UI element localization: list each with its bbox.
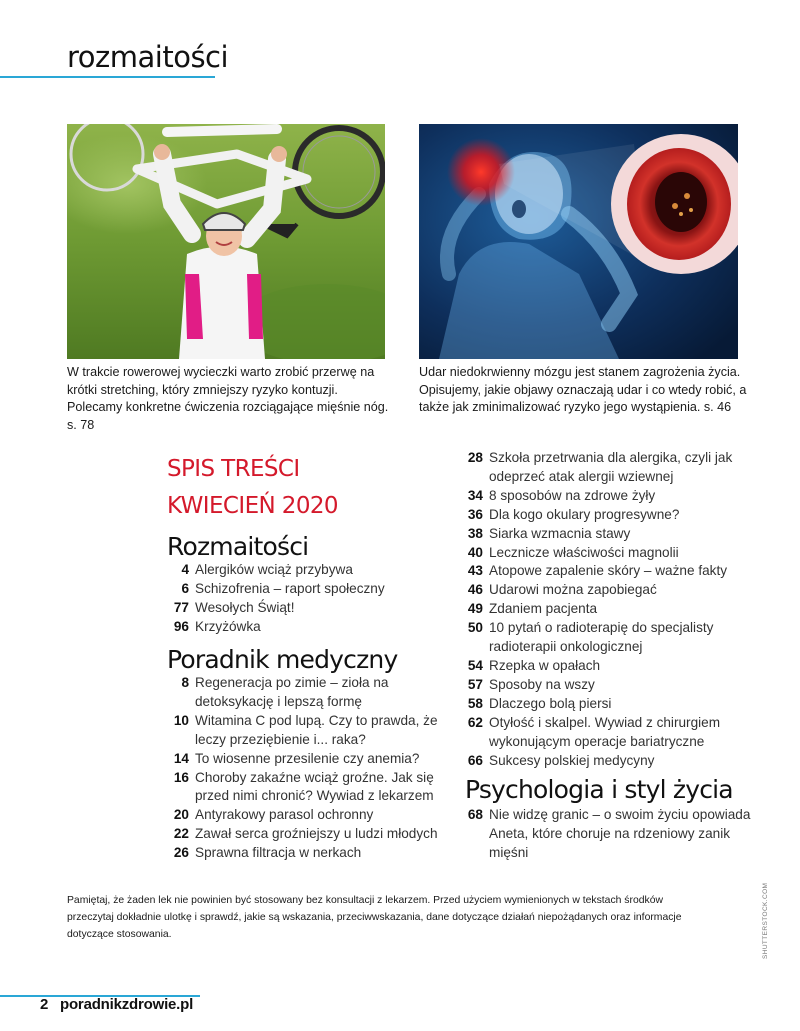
toc-item-title: Regeneracja po zimie – zioła na detoksykację i lepszą formę: [195, 675, 389, 709]
toc-item-page: 62: [467, 714, 483, 730]
toc-item-page: 4: [181, 562, 189, 577]
toc-item-title: Antyrakowy parasol ochronny: [195, 807, 374, 823]
toc-item[interactable]: [465, 449, 755, 487]
toc-item[interactable]: [465, 676, 755, 695]
toc-item[interactable]: [167, 599, 442, 618]
toc-item-page: 77: [173, 599, 189, 615]
toc-item-page: 57: [467, 676, 483, 692]
toc-item[interactable]: [465, 581, 755, 600]
photo-stroke-xray: [419, 124, 738, 359]
toc-item-title: Siarka wzmacnia stawy: [489, 525, 631, 541]
toc-item-page: 34: [467, 487, 483, 503]
toc-item-page: 26: [173, 845, 189, 861]
toc-item-title: Wesołych Świąt!: [195, 599, 295, 615]
toc-item-page: 46: [467, 582, 483, 598]
toc-item[interactable]: [465, 695, 755, 714]
toc-item-title: Krzyżówka: [195, 618, 261, 634]
toc-item-title: Sprawna filtracja w nerkach: [195, 845, 362, 861]
toc-item[interactable]: [167, 712, 442, 750]
toc-item-page: 8: [181, 675, 189, 690]
toc-item[interactable]: [167, 750, 442, 769]
toc-item[interactable]: [465, 487, 755, 506]
toc-heading: SPIS TREŚCI: [167, 456, 300, 482]
toc-item-title: Alergików wciąż przybywa: [195, 562, 353, 577]
toc-item-title: Atopowe zapalenie skóry – ważne fakty: [489, 563, 728, 579]
toc-item[interactable]: [465, 714, 755, 752]
toc-item-title: Dla kogo okulary progresywne?: [489, 506, 680, 522]
toc-item-title: Nie widzę granic – o swoim życiu opowiada Aneta, które choruje na rdzeniowy zanik mięśni: [489, 807, 751, 860]
toc-list-poradnik: [167, 674, 442, 863]
toc-item[interactable]: [465, 600, 755, 619]
toc-item[interactable]: [167, 580, 442, 599]
toc-item[interactable]: [465, 619, 755, 657]
toc-item-title: Choroby zakaźne wciąż groźne. Jak się przed nimi chronić? Wywiad z lekarzem: [195, 769, 434, 804]
toc-item-title: 8 sposobów na zdrowe żyły: [489, 487, 656, 503]
toc-item[interactable]: [465, 506, 755, 525]
photo-credit: [762, 882, 774, 963]
toc-item[interactable]: [465, 657, 755, 676]
toc-item-page: 50: [467, 620, 483, 636]
toc-item-page: 96: [173, 618, 189, 634]
toc-item-title: Schizofrenia – raport społeczny: [195, 580, 385, 596]
toc-item-title: Udarowi można zapobiegać: [489, 582, 657, 598]
toc-item-page: 28: [467, 450, 483, 465]
toc-item-title: Otyłość i skalpel. Wywiad z chirurgiem wykonującym operacje bariatryczne: [489, 714, 721, 749]
toc-item-title: Dlaczego bolą piersi: [489, 695, 612, 711]
toc-item-page: 10: [173, 712, 189, 728]
toc-item-title: Sposoby na wszy: [489, 676, 595, 692]
toc-item[interactable]: [167, 618, 442, 637]
toc-list-rozmaitosci: [167, 561, 442, 637]
toc-issue-date: KWIECIEŃ 2020: [167, 493, 338, 519]
toc-item-page: 38: [467, 525, 483, 541]
caption-stroke: Udar niedokrwienny mózgu jest stanem zagrożenia życia. Opisujemy, jakie objawy oznaczają udar i co wtedy robić, a także jak zminimalizować ryzyko jego wystąpienia. s. 46: [419, 365, 747, 414]
toc-item[interactable]: [167, 844, 442, 863]
toc-item-title: Zdaniem pacjenta: [489, 601, 598, 617]
toc-list-poradnik-continued: [465, 449, 755, 770]
toc-item[interactable]: [167, 769, 442, 807]
title-accent-rule: [0, 76, 215, 78]
toc-item[interactable]: [465, 525, 755, 544]
toc-section-poradnik-medyczny: Poradnik medyczny: [167, 645, 398, 674]
photo-credit-text: SHUTTERSTOCK.COM: [762, 882, 769, 959]
toc-item-title: Witamina C pod lupą. Czy to prawda, że leczy przeziębienie i... raka?: [195, 712, 438, 747]
toc-item[interactable]: [167, 806, 442, 825]
medical-disclaimer: Pamiętaj, że żaden lek nie powinien być stosowany bez konsultacji z lekarzem. Przed użyciem wymienionych w tekstach środków przeczytaj dokładnie ulotkę i sprawdź, jakie są wskazania, przeciwwskazania, dane dotyczące działań niepożądanych oraz informacje dotyczące stosowania.: [67, 895, 682, 940]
toc-section-psychologia: Psychologia i styl życia: [465, 775, 733, 804]
toc-item-page: 36: [467, 506, 483, 522]
toc-item[interactable]: [167, 825, 442, 844]
toc-item-title: Sukcesy polskiej medycyny: [489, 752, 655, 768]
toc-item-page: 49: [467, 601, 483, 617]
section-title: rozmaitości: [67, 40, 229, 74]
toc-item-page: 20: [173, 807, 189, 823]
caption-cycling: W trakcie rowerowej wycieczki warto zrobić przerwę na krótki stretching, który zmniejszy ryzyko kontuzji. Polecamy konkretne ćwiczenia rozciągające mięśnie nóg. s. 78: [67, 365, 389, 432]
photo-cyclist: [67, 124, 385, 359]
toc-item-page: 68: [467, 807, 483, 822]
toc-item[interactable]: [465, 752, 755, 771]
toc-item[interactable]: [167, 561, 442, 580]
toc-item[interactable]: [465, 544, 755, 563]
toc-item-page: 54: [467, 657, 483, 673]
toc-item-page: 16: [173, 769, 189, 785]
toc-item[interactable]: [465, 562, 755, 581]
toc-item-title: To wiosenne przesilenie czy anemia?: [195, 750, 420, 766]
toc-item-page: 40: [467, 544, 483, 560]
toc-item-page: 14: [173, 750, 189, 766]
site-name[interactable]: poradnikzdrowie.pl: [60, 996, 194, 1013]
toc-item[interactable]: [167, 674, 442, 712]
toc-item-title: Lecznicze właściwości magnolii: [489, 544, 679, 560]
page-number: 2: [40, 996, 49, 1013]
toc-list-psychologia: [465, 806, 755, 863]
toc-item-title: 10 pytań o radioterapię do specjalisty radioterapii onkologicznej: [489, 620, 714, 655]
toc-item[interactable]: [465, 806, 755, 863]
toc-item-page: 22: [173, 826, 189, 842]
toc-item-page: 43: [467, 563, 483, 579]
toc-item-title: Rzepka w opałach: [489, 657, 601, 673]
toc-item-title: Zawał serca groźniejszy u ludzi młodych: [195, 826, 438, 842]
toc-item-page: 58: [467, 695, 483, 711]
toc-item-page: 6: [181, 580, 189, 596]
toc-item-title: Szkoła przetrwania dla alergika, czyli jak odeprzeć atak alergii wziewnej: [489, 450, 733, 484]
toc-item-page: 66: [467, 752, 483, 768]
toc-section-rozmaitosci: Rozmaitości: [167, 532, 309, 561]
